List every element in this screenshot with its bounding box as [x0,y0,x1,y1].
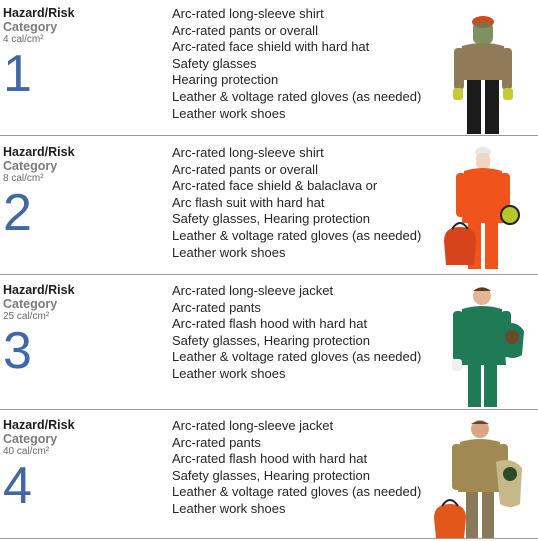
ppe-item: Arc flash suit with hard hat [172,194,325,210]
hazard-label: Hazard/Risk [3,418,75,432]
hazard-label: Hazard/Risk [3,145,75,159]
ppe-item: Leather work shoes [172,365,286,381]
category-label: Category [3,432,58,446]
ppe-item: Arc-rated long-sleeve jacket [172,418,334,433]
cal-rating: 8 cal/cm² [3,173,44,184]
ppe-item: Arc-rated face shield & balaclava or [172,178,378,194]
category-header [3,6,163,103]
ppe-item: Leather & voltage rated gloves (as needed) [172,484,422,500]
worker-figure-4 [430,418,530,540]
ppe-item: Arc-rated flash hood with hard hat [172,316,368,332]
category-number: 4 [3,457,32,515]
ppe-item: Arc-rated pants or overall [172,22,318,38]
cal-rating: 40 cal/cm² [3,446,50,457]
ppe-item: Leather & voltage rated gloves (as needed) [172,88,422,104]
category-label: Category [3,20,58,34]
ppe-item: Arc-rated flash hood with hard hat [172,451,368,467]
ppe-list [172,283,442,383]
category-header [3,418,163,515]
ppe-item: Arc-rated long-sleeve shirt [172,145,324,160]
category-label: Category [3,159,58,173]
ppe-list [172,418,442,518]
category-header [3,145,163,242]
category-label: Category [3,297,58,311]
ppe-item: Safety glasses, Hearing protection [172,467,370,483]
ppe-item: Arc-rated pants [172,434,261,450]
ppe-item: Leather & voltage rated gloves (as needed) [172,349,422,365]
ppe-item: Arc-rated long-sleeve shirt [172,6,324,21]
ppe-item: Arc-rated pants [172,299,261,315]
category-number: 1 [3,45,32,103]
ppe-item: Arc-rated long-sleeve jacket [172,283,334,298]
ppe-item: Leather work shoes [172,244,286,260]
ppe-item: Safety glasses, Hearing protection [172,332,370,348]
category-number: 3 [3,322,32,380]
ppe-item: Safety glasses [172,55,257,71]
ppe-item: Arc-rated face shield with hard hat [172,39,370,55]
ppe-item: Safety glasses, Hearing protection [172,211,370,227]
ppe-item: Arc-rated pants or overall [172,161,318,177]
category-number: 2 [3,184,32,242]
worker-figure-1 [448,14,518,136]
hazard-label: Hazard/Risk [3,283,75,297]
ppe-item: Leather work shoes [172,500,286,516]
ppe-item: Hearing protection [172,72,279,88]
worker-figure-2 [440,145,530,273]
cal-rating: 4 cal/cm² [3,34,44,45]
ppe-item: Leather work shoes [172,105,286,121]
hazard-label: Hazard/Risk [3,6,75,20]
ppe-item: Leather & voltage rated gloves (as needed) [172,227,422,243]
cal-rating: 25 cal/cm² [3,311,50,322]
ppe-list [172,145,442,261]
ppe-list [172,6,442,122]
category-header [3,283,163,380]
worker-figure-3 [448,285,528,409]
